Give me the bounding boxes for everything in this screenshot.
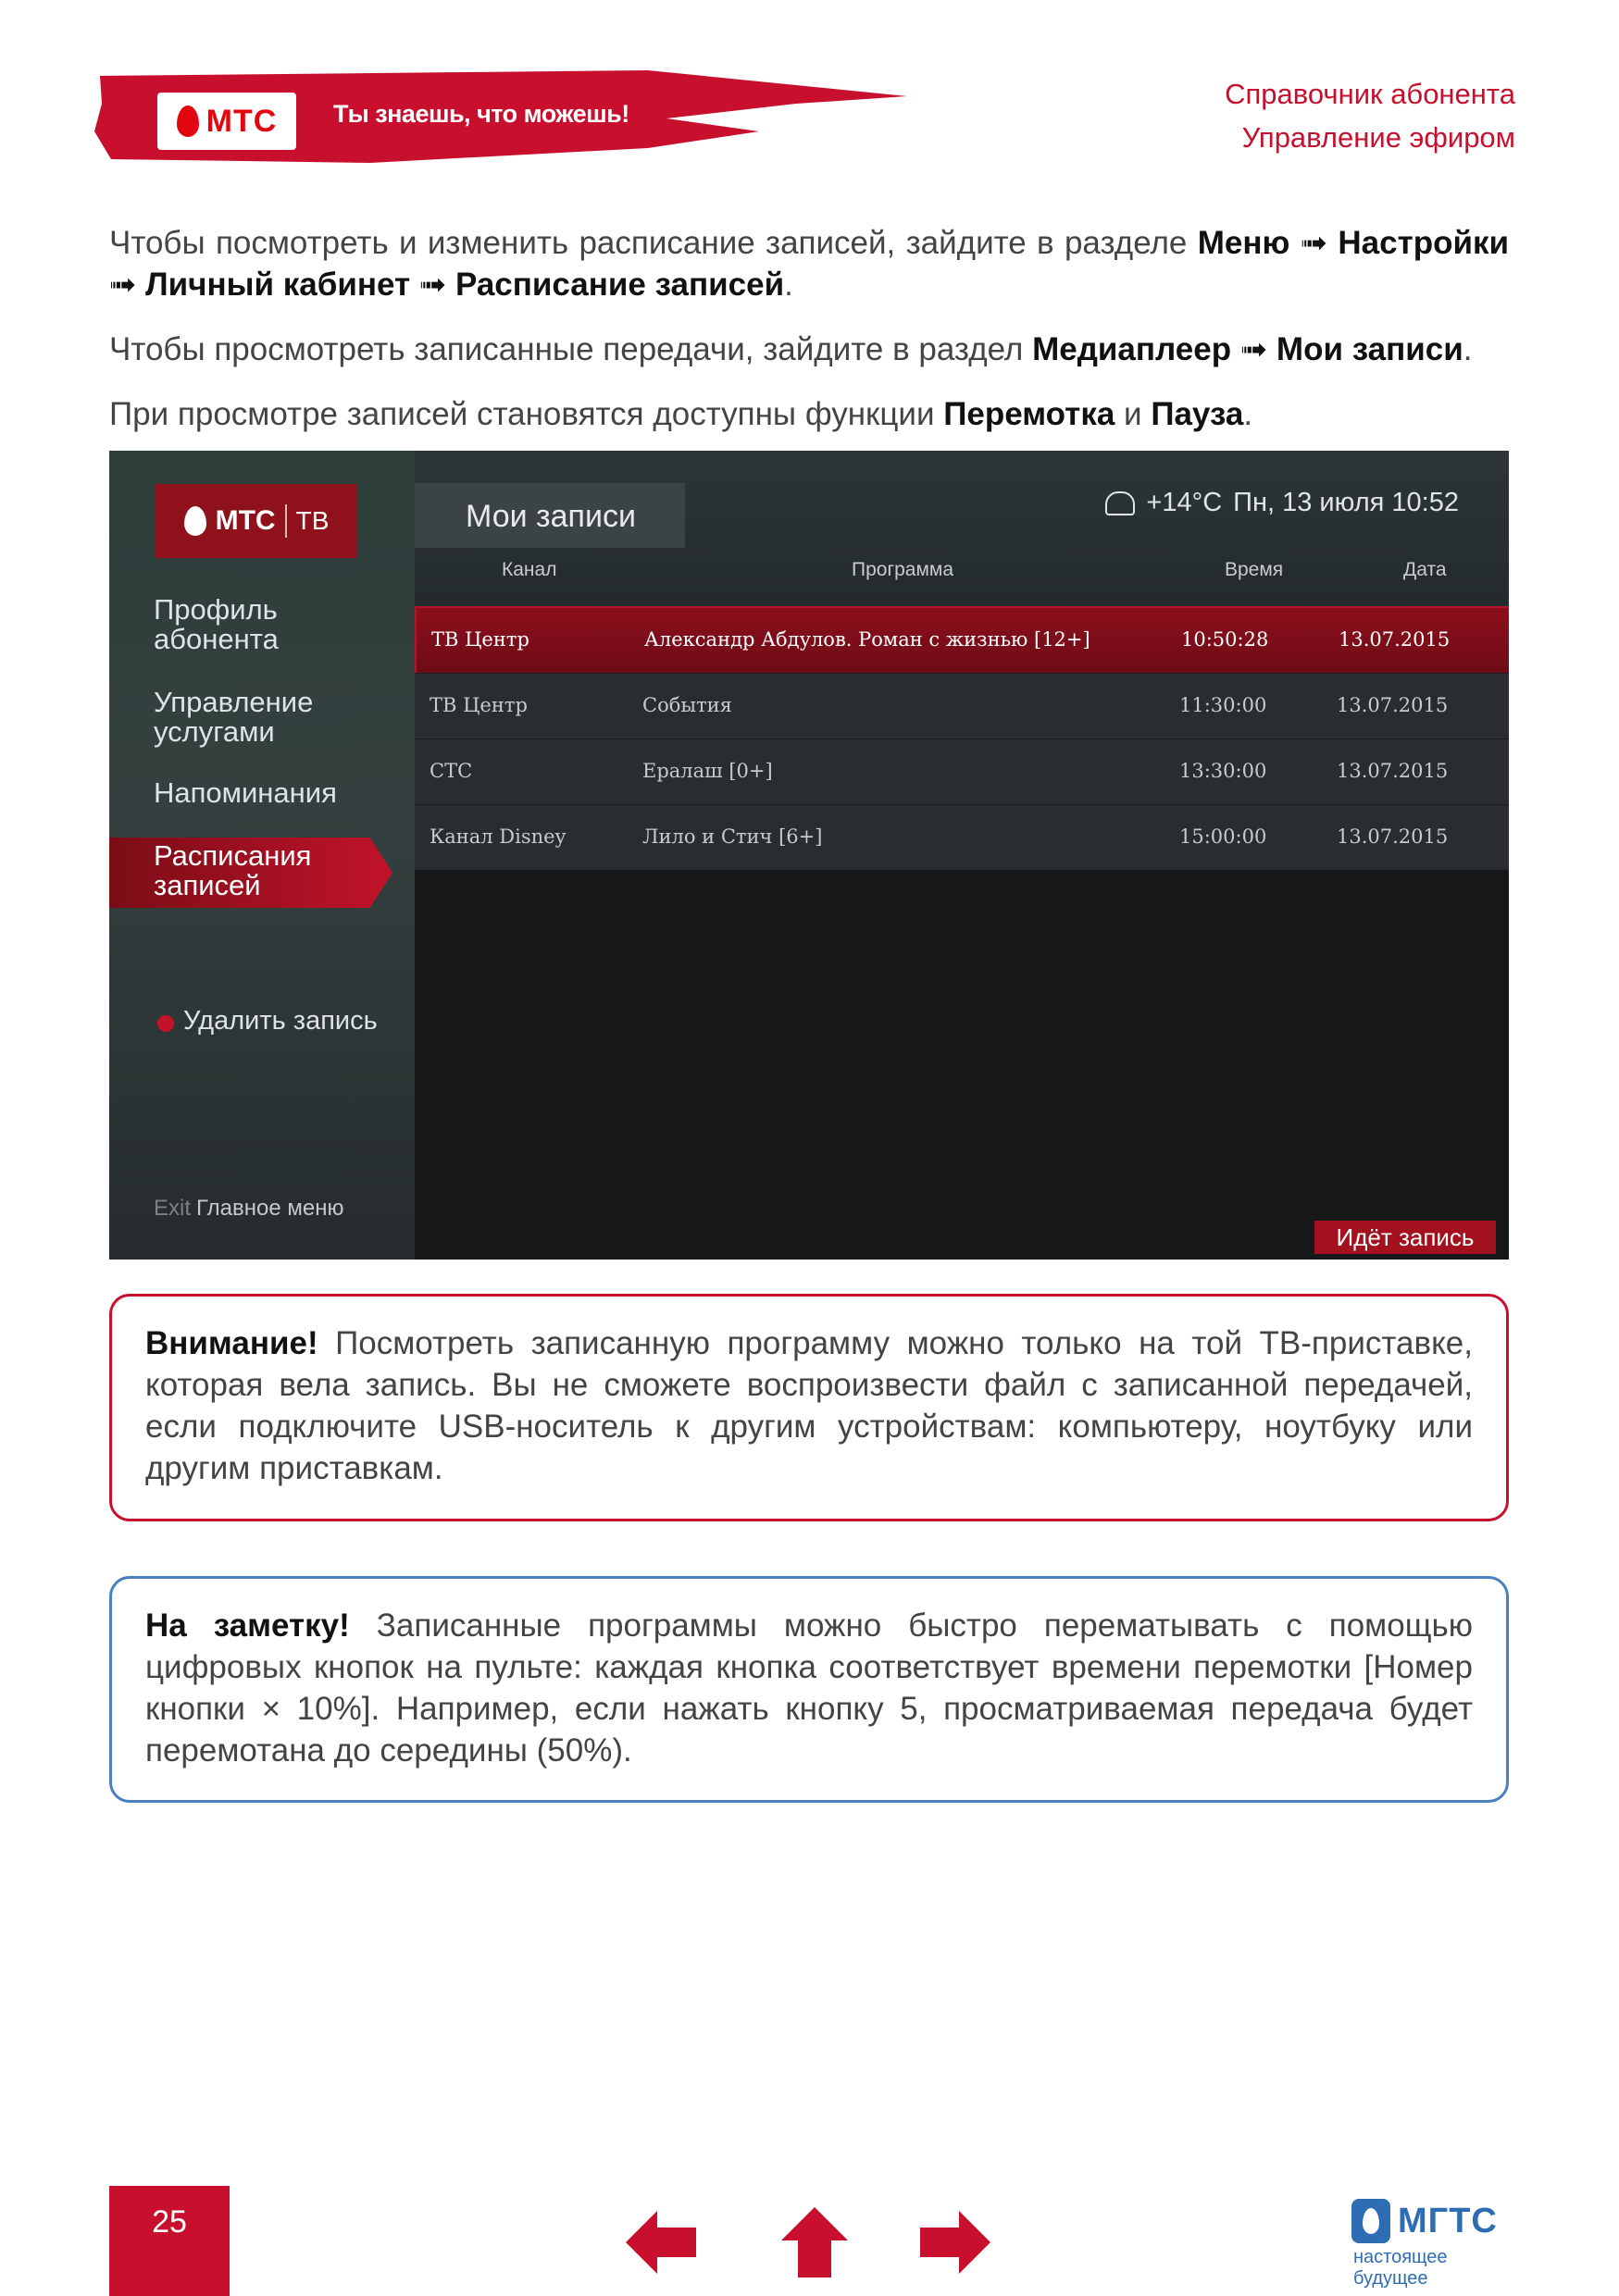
previous-page-arrow-icon[interactable] — [624, 2205, 698, 2279]
cell-program: Лило и Стич [6+] — [642, 825, 823, 848]
records-term: Мои записи — [1276, 331, 1463, 367]
arrow-icon: ➟ — [418, 267, 447, 303]
column-header-channel: Канал — [502, 559, 557, 580]
logo-divider — [285, 504, 287, 538]
text: и — [1115, 396, 1152, 432]
weather-clock — [1105, 488, 1459, 518]
column-header-date: Дата — [1403, 559, 1447, 580]
rewind-term: Перемотка — [943, 396, 1115, 432]
column-header-time: Время — [1225, 559, 1284, 580]
warning-text: Посмотреть записанную программу можно только на той ТВ-приставке, которая вела запись. Вы не сможете воспроизвести файл с записанной передачей, если подключите USB-носитель к другим устройствам: компьютеру, ноутбуку или другим приставкам. — [145, 1325, 1473, 1486]
cell-program: Александр Абдулов. Роман с жизнью [12+] — [644, 628, 1090, 651]
mgts-logo-text: МГТС — [1398, 2201, 1498, 2240]
text: . — [1243, 396, 1253, 432]
tv-logo-brand: МТС — [215, 505, 276, 536]
page-number: 25 — [109, 2186, 230, 2296]
mts-egg-icon — [177, 105, 199, 137]
text: Чтобы посмотреть и изменить расписание записей, зайдите в разделе — [109, 225, 1198, 261]
arrow-icon: ➟ — [1300, 225, 1328, 261]
mgts-egg-icon — [1351, 2199, 1390, 2243]
note-callout — [109, 1576, 1509, 1803]
cell-time: 11:30:00 — [1179, 694, 1267, 716]
brand-slogan: Ты знаешь, что можешь! — [333, 100, 629, 128]
column-header-program: Программа — [852, 559, 954, 580]
temperature: +14°C — [1146, 488, 1223, 517]
mgts-slogan: настоящее будущее — [1353, 2247, 1448, 2289]
text: . — [784, 267, 793, 303]
cell-program: События — [642, 694, 732, 716]
mediaplayer-term: Медиаплеер — [1032, 331, 1232, 367]
note-title: На заметку! — [145, 1607, 350, 1644]
pause-term: Пауза — [1151, 396, 1244, 432]
sidebar-item-record-schedule[interactable]: Расписания записей — [154, 839, 312, 901]
arrow-icon: ➟ — [1239, 331, 1268, 367]
cell-channel: Канал Disney — [430, 825, 567, 848]
menu-term: Меню — [1197, 225, 1290, 261]
text: При просмотре записей становятся доступны функции — [109, 396, 944, 432]
cell-channel: ТВ Центр — [431, 628, 529, 651]
cell-date: 13.07.2015 — [1339, 628, 1451, 651]
cell-time: 15:00:00 — [1179, 825, 1267, 848]
sidebar-item-profile[interactable]: Профиль абонента — [154, 593, 279, 655]
schedule-term: Расписание записей — [455, 267, 785, 303]
text: . — [1463, 331, 1473, 367]
home-up-arrow-icon[interactable] — [778, 2205, 852, 2279]
mgts-logo — [1351, 2199, 1509, 2289]
tab-my-records-label: Мои записи — [466, 499, 636, 534]
exit-key: Exit — [154, 1196, 192, 1221]
warning-callout — [109, 1294, 1509, 1521]
cell-channel: СТС — [430, 760, 473, 782]
cell-time: 10:50:28 — [1181, 628, 1269, 651]
table-row[interactable] — [415, 804, 1509, 870]
mts-logo-text: МТС — [205, 103, 278, 139]
arrow-icon: ➟ — [109, 267, 137, 303]
paragraph-schedule — [109, 222, 1509, 305]
subsection-title: Управление эфиром — [1241, 121, 1515, 154]
exit-main-menu-action[interactable] — [154, 1196, 343, 1222]
table-row[interactable] — [415, 673, 1509, 738]
datetime: Пн, 13 июля 10:52 — [1233, 488, 1459, 517]
mts-egg-icon — [184, 506, 206, 536]
next-page-arrow-icon[interactable] — [918, 2205, 992, 2279]
cell-date: 13.07.2015 — [1337, 694, 1449, 716]
delete-record-action[interactable]: Удалить запись — [183, 1006, 378, 1036]
section-title: Справочник абонента — [1225, 78, 1515, 110]
warning-title: Внимание! — [145, 1325, 318, 1361]
table-row[interactable] — [415, 606, 1509, 675]
sidebar-item-reminders[interactable]: Напоминания — [154, 776, 337, 809]
table-row[interactable] — [415, 738, 1509, 804]
sidebar-item-services[interactable]: Управление услугами — [154, 686, 314, 748]
section-header — [1225, 72, 1515, 159]
cell-channel: ТВ Центр — [430, 694, 528, 716]
cell-program: Ералаш [0+] — [642, 760, 773, 782]
exit-label: Главное меню — [196, 1196, 344, 1221]
text: Чтобы просмотреть записанные передачи, зайдите в раздел — [109, 331, 1033, 367]
paragraph-records — [109, 329, 1509, 370]
weather-icon — [1105, 491, 1135, 515]
cell-date: 13.07.2015 — [1337, 760, 1449, 782]
mts-logo — [157, 93, 296, 150]
cabinet-term: Личный кабинет — [145, 267, 411, 303]
tv-logo-tv: ТВ — [295, 506, 330, 535]
paragraph-functions — [109, 393, 1509, 435]
recording-badge: Идёт запись — [1314, 1221, 1496, 1254]
tv-logo — [156, 484, 357, 558]
cell-time: 13:30:00 — [1179, 760, 1267, 782]
note-text: Записанные программы можно быстро перематывать с помощью цифровых кнопок на пульте: каждая кнопка соответствует времени перемотки [Номер кнопки × 10%]. Например, если нажать кнопку 5, просматриваемая передача будет перемотана до середины (50%). — [145, 1607, 1473, 1769]
cell-date: 13.07.2015 — [1337, 825, 1449, 848]
red-button-icon — [157, 1015, 174, 1032]
tv-screenshot — [109, 451, 1509, 1260]
settings-term: Настройки — [1338, 225, 1510, 261]
